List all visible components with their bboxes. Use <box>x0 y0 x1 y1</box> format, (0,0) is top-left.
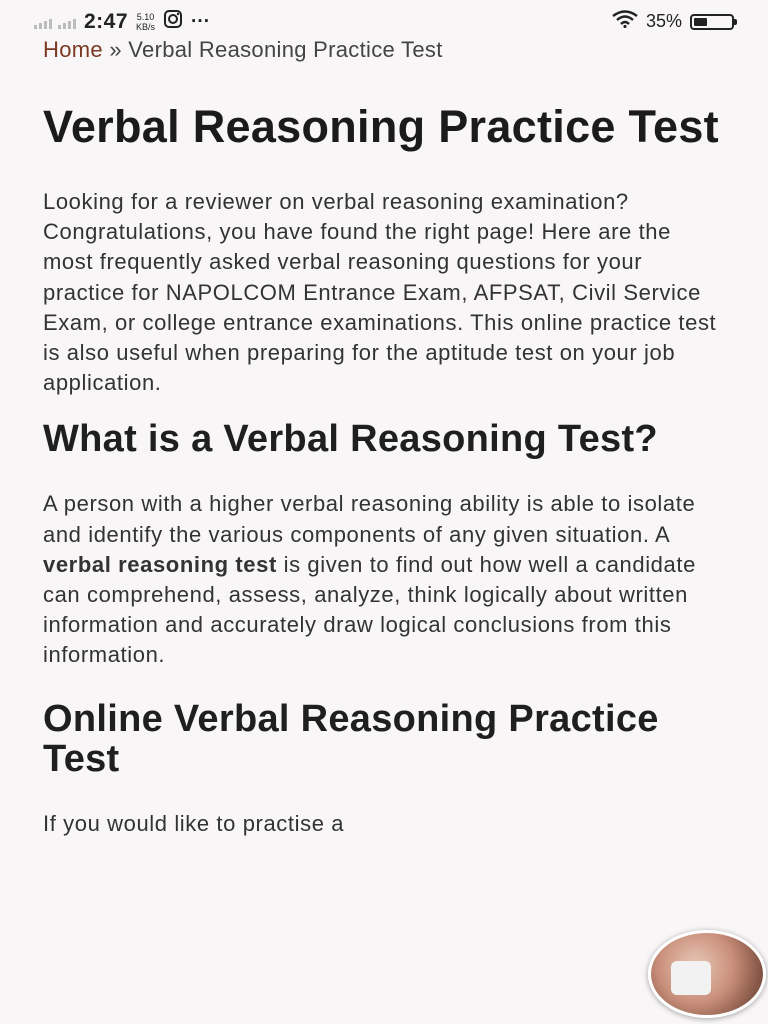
network-speed-value: 5.10 <box>136 12 155 22</box>
signal-icon <box>34 15 76 29</box>
battery-percent: 35% <box>645 11 682 31</box>
definition-paragraph <box>43 489 723 670</box>
definition-text-before: A person with a higher verbal reasoning ability is able to isolate and identify the various components of any given situation. A <box>43 491 696 547</box>
floating-video-bubble[interactable] <box>648 930 766 1018</box>
breadcrumb-separator: » <box>109 37 122 62</box>
breadcrumb-home-link[interactable]: Home <box>43 37 103 62</box>
intro-paragraph: Looking for a reviewer on verbal reasoning examination? Congratulations, you have found the right page! Here are the most frequently asked verbal reasoning questions for your practice for NAPOLCOM Entrance Exam, AFPSAT, Civil Service Exam, or college entrance examinations. This online practice test is also useful when preparing for the aptitude test on your job application. <box>43 189 717 396</box>
definition-bold-term: verbal reasoning test <box>43 551 277 577</box>
network-speed <box>136 12 155 32</box>
online-test-paragraph: If you would like to practise a <box>43 810 345 836</box>
more-notifications-icon: ··· <box>191 11 211 32</box>
section-heading-what-is: What is a Verbal Reasoning Test? <box>43 418 658 461</box>
section-heading-online-test: Online Verbal Reasoning Practice Test <box>43 697 659 780</box>
battery-icon <box>690 14 734 30</box>
status-time: 2:47 <box>84 10 129 33</box>
page-title: Verbal Reasoning Practice Test <box>43 101 719 152</box>
network-speed-unit: KB/s <box>136 22 156 32</box>
wifi-icon <box>612 10 638 33</box>
instagram-icon <box>163 9 183 35</box>
breadcrumb <box>43 34 723 66</box>
article <box>43 34 723 839</box>
phone-thumbnail-image <box>671 961 711 995</box>
definition-text-after: is given to find out how well a candidate can comprehend, assess, analyze, think logically about written information and accurately draw logical conclusions from this information. <box>43 551 696 668</box>
breadcrumb-current: Verbal Reasoning Practice Test <box>128 37 443 62</box>
